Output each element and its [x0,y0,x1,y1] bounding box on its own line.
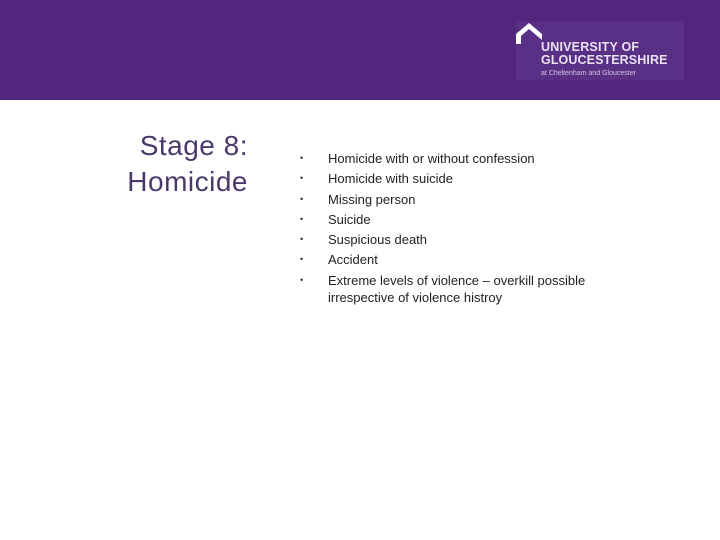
bullet-dot-icon: • [300,234,304,245]
university-logo [516,22,684,80]
bullet-text: Extreme levels of violence – overkill possible irrespective of violence histroy [328,272,586,306]
header-banner [0,0,720,100]
bullet-dot-icon: • [300,173,304,184]
logo-text-line2: GLOUCESTERSHIRE [541,53,668,67]
bullet-text: Suspicious death [328,232,428,248]
bullet-item [300,170,630,188]
logo-subtitle: at Cheltenham and Gloucester [541,70,636,77]
bullet-text: Suicide [328,211,371,227]
slide-title-line2: Homicide [127,166,248,197]
bullet-text: Missing person [328,191,416,207]
slide-title [127,128,248,200]
bullet-text: Homicide with or without confession [328,151,535,166]
bullet-text: Accident [328,252,378,268]
bullet-dot-icon: • [300,193,304,204]
bullet-item [300,231,630,249]
bullet-text: Homicide with suicide [328,171,453,187]
bullet-dot-icon: • [300,213,304,224]
bullet-list [300,150,630,310]
bullet-item [300,150,630,168]
bullet-item [300,272,630,307]
bullet-item [300,251,630,269]
bullet-dot-icon: • [300,274,304,285]
logo-text-line1: UNIVERSITY OF [541,40,640,54]
bullet-item [300,191,630,209]
bullet-dot-icon: • [300,254,304,265]
slide-title-line1: Stage 8: [139,130,248,161]
bullet-item [300,211,630,229]
bullet-dot-icon: • [300,153,304,163]
